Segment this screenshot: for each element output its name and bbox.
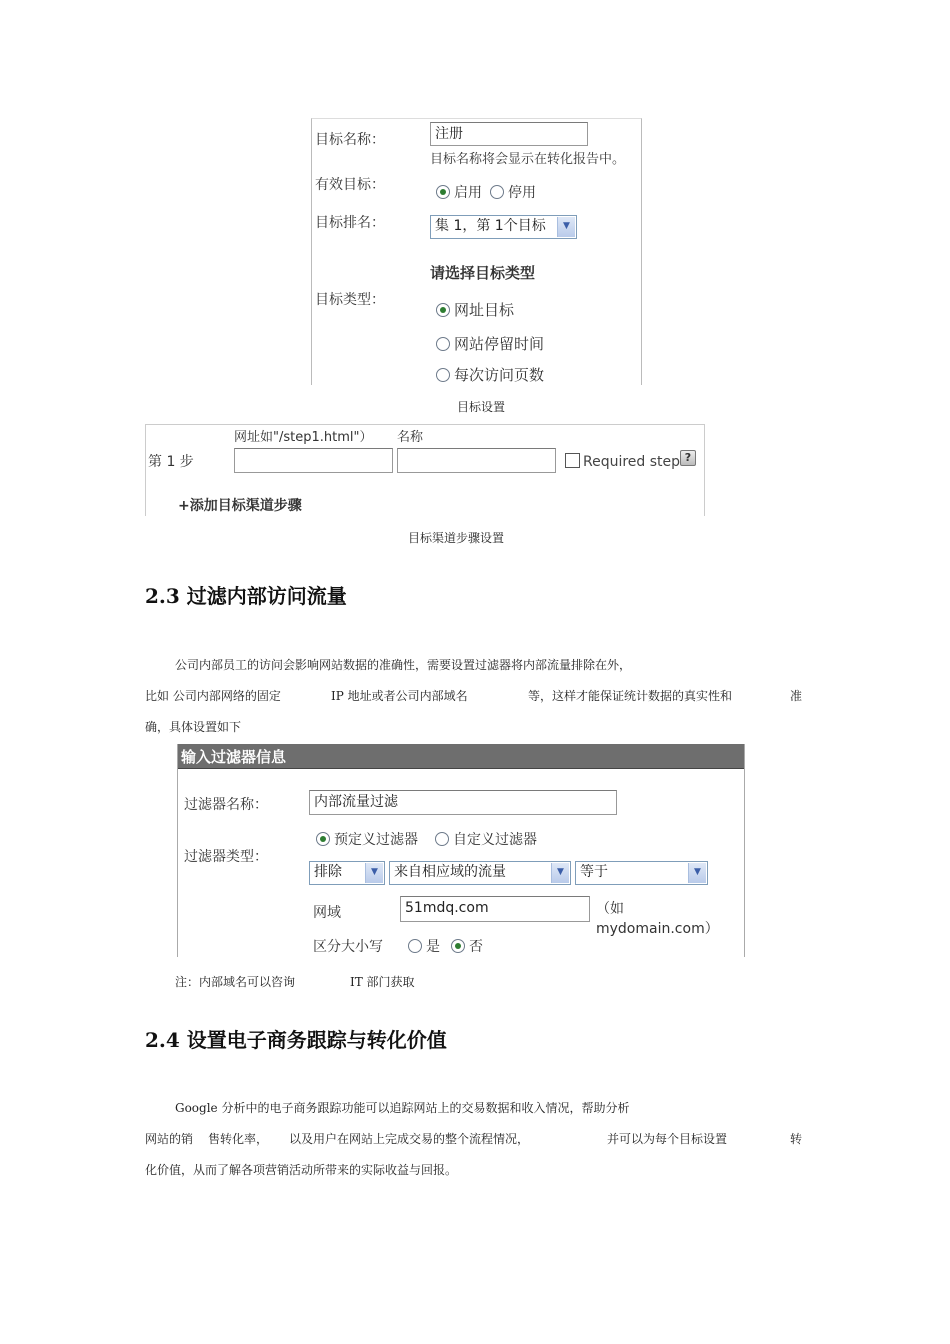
case-yes-radio[interactable]	[408, 939, 422, 953]
type-time-text: 网站停留时间	[454, 335, 545, 353]
caption-filter-note-a: 注：内部域名可以咨询	[175, 975, 296, 989]
section-2-4-line2b: 售转化率，	[208, 1132, 269, 1146]
chevron-down-icon[interactable]: ▼	[365, 863, 383, 883]
section-2-3-line2b: IP 地址或者公司内部域名	[331, 689, 468, 703]
section-2-4-heading: 2.4 设置电子商务跟踪与转化价值	[145, 1028, 447, 1052]
section-2-3-line2c: 等，这样才能保证统计数据的真实性和	[528, 689, 733, 703]
caption-filter-note-b: IT 部门获取	[350, 975, 415, 989]
type-pages-text: 每次访问页数	[454, 366, 545, 384]
section-2-3-heading: 2.3 过滤内部访问流量	[145, 584, 347, 608]
funnel-name-header: 名称	[397, 430, 424, 445]
type-pages-radio[interactable]	[436, 368, 450, 382]
filter-name-input[interactable]: 内部流量过滤	[309, 790, 617, 815]
custom-filter-text: 自定义过滤器	[453, 832, 537, 848]
type-pages-option[interactable]	[436, 364, 544, 385]
chevron-down-icon[interactable]: ▼	[557, 217, 575, 237]
filter-operator-value: 等于	[580, 864, 608, 880]
required-step-text: Required step	[583, 454, 681, 470]
goal-name-hint: 目标名称将会显示在转化报告中。	[430, 152, 626, 167]
add-funnel-step-link[interactable]: +添加目标渠道步骤	[178, 498, 302, 514]
section-2-3-line3: 确，具体设置如下	[145, 720, 242, 734]
section-2-4-line2c: 以及用户在网站上完成交易的整个流程情况，	[289, 1132, 530, 1146]
filter-source-value: 来自相应域的流量	[394, 864, 506, 880]
required-step-option[interactable]	[565, 453, 680, 470]
type-url-text: 网址目标	[454, 301, 515, 319]
domain-hint: （如 mydomain.com）	[596, 901, 719, 937]
goal-rank-value: 集 1，第 1个目标	[435, 218, 546, 234]
filter-panel-header	[178, 744, 744, 769]
section-2-4-line2a: 网站的销	[145, 1132, 194, 1146]
chevron-down-icon[interactable]: ▼	[551, 863, 569, 883]
case-yes-text: 是	[426, 939, 440, 955]
predefined-filter-option[interactable]	[316, 829, 418, 849]
goal-settings-panel	[311, 118, 642, 385]
required-step-checkbox[interactable]	[565, 453, 580, 468]
active-on-radio[interactable]	[436, 185, 450, 199]
predefined-filter-text: 预定义过滤器	[334, 832, 418, 848]
filter-operator-select[interactable]	[575, 861, 708, 885]
goal-name-input[interactable]: 注册	[430, 122, 588, 146]
filter-name-label: 过滤器名称：	[184, 797, 268, 813]
case-yes-option[interactable]	[408, 936, 440, 956]
filter-type-label: 过滤器类型：	[184, 849, 268, 865]
funnel-url-input[interactable]	[234, 448, 393, 473]
funnel-name-input[interactable]	[397, 448, 556, 473]
active-off-text: 停用	[508, 185, 536, 201]
type-time-option[interactable]	[436, 333, 544, 354]
type-time-radio[interactable]	[436, 337, 450, 351]
goal-type-heading: 请选择目标类型	[430, 264, 536, 282]
chevron-down-icon[interactable]: ▼	[688, 863, 706, 883]
filter-panel-title: 输入过滤器信息	[181, 748, 287, 766]
goal-rank-select[interactable]	[430, 215, 577, 239]
filter-action-value: 排除	[314, 864, 342, 880]
section-2-4-line3: 化价值，从而了解各项营销活动所带来的实际收益与回报。	[145, 1163, 458, 1177]
type-url-option[interactable]	[436, 299, 514, 320]
funnel-url-header: 网址如"/step1.html"）	[234, 430, 373, 445]
section-2-4-line2d: 并可以为每个目标设置	[607, 1132, 728, 1146]
help-icon[interactable]: ?	[680, 450, 696, 466]
goal-type-label: 目标类型：	[315, 292, 385, 308]
active-goal-label: 有效目标：	[315, 177, 385, 193]
domain-label: 网域	[313, 905, 341, 921]
predefined-filter-radio[interactable]	[316, 832, 330, 846]
case-no-radio[interactable]	[451, 939, 465, 953]
funnel-step-label: 第 1 步	[148, 454, 194, 470]
custom-filter-option[interactable]	[435, 829, 537, 849]
case-no-option[interactable]	[451, 936, 483, 956]
section-2-4-line2e: 转	[790, 1132, 803, 1146]
goal-rank-label: 目标排名：	[315, 215, 385, 231]
case-no-text: 否	[469, 939, 483, 955]
section-2-3-line2a: 比如 公司内部网络的固定	[145, 689, 281, 703]
filter-action-select[interactable]	[309, 861, 385, 885]
active-goal-off[interactable]	[490, 182, 536, 202]
funnel-steps-panel	[145, 424, 705, 516]
active-goal-on[interactable]	[436, 182, 482, 202]
filter-source-select[interactable]	[389, 861, 571, 885]
case-sensitive-label: 区分大小写	[313, 939, 383, 955]
active-on-text: 启用	[454, 185, 482, 201]
section-2-4-line1: Google 分析中的电子商务跟踪功能可以追踪网站上的交易数据和收入情况，帮助分析	[175, 1101, 630, 1115]
caption-goal-settings: 目标设置	[457, 400, 506, 414]
goal-name-label: 目标名称：	[315, 132, 385, 148]
section-2-3-line1: 公司内部员工的访问会影响网站数据的准确性，需要设置过滤器将内部流量排除在外，	[175, 658, 632, 672]
filter-info-panel	[177, 744, 745, 957]
domain-input[interactable]: 51mdq.com	[400, 896, 590, 922]
custom-filter-radio[interactable]	[435, 832, 449, 846]
type-url-radio[interactable]	[436, 303, 450, 317]
active-off-radio[interactable]	[490, 185, 504, 199]
caption-funnel-steps: 目标渠道步骤设置	[408, 531, 505, 545]
section-2-3-line2d: 准	[790, 689, 803, 703]
